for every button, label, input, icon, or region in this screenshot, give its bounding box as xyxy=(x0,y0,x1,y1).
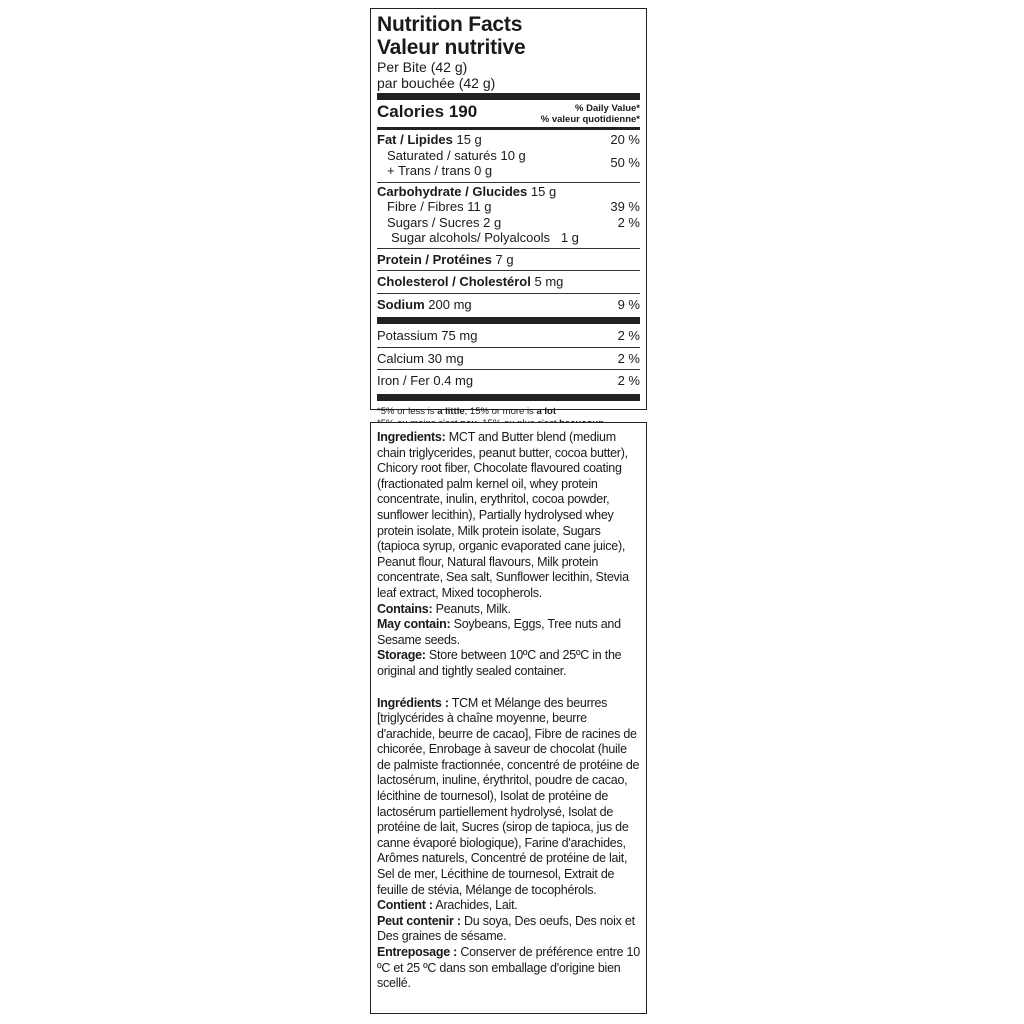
carbohydrate-row xyxy=(377,184,640,200)
storage-en: Storage: Store between 10ºC and 25ºC in the original and tightly sealed container. xyxy=(377,648,622,678)
sodium-row xyxy=(377,294,640,316)
sugars-row xyxy=(377,215,640,231)
cholesterol-row xyxy=(377,271,640,293)
divider-thick xyxy=(377,317,640,324)
sugars-label: Sugars / Sucres xyxy=(387,214,480,230)
fat-dv: 20 % xyxy=(610,132,640,147)
fat-amount: 15 g xyxy=(456,132,482,147)
daily-value-header-fr: % valeur quotidienne* xyxy=(540,114,640,125)
ingredients-en: Ingredients: MCT and Butter blend (medium chain triglycerides, peanut butter, cocoa butter), Chicory root fiber, Chocolate flavoured coating (fractionated palm kernel oil, whey protein concentrate, inulin, erythritol, cocoa powder, sunflower lecithin), Partially hydrolysed whey protein isolate, Milk protein isolate, Sugars (tapioca syrup, organic evaporated cane juice), Peanut flour, Natural flavours, Milk protein concentrate, Sea salt, Sunflower lecithin, Stevia leaf extract, Mixed tocopherols. xyxy=(377,430,629,600)
ingredients-text xyxy=(377,430,640,992)
potassium-label: Potassium 75 mg xyxy=(377,328,478,343)
calories-value: 190 xyxy=(448,102,478,121)
sugar-alcohols-label: Sugar alcohols/ Polyalcools xyxy=(391,230,550,245)
sodium-label: Sodium xyxy=(377,296,425,312)
sugars-dv: 2 % xyxy=(617,214,640,230)
sugars-amount: 2 g xyxy=(483,214,502,230)
carbohydrate-amount: 15 g xyxy=(530,183,557,199)
divider-thick xyxy=(377,93,640,100)
saturated-trans-group xyxy=(377,148,640,180)
carbohydrate-label: Carbohydrate / Glucides xyxy=(377,183,528,199)
daily-value-header-en: % Daily Value* xyxy=(575,103,640,114)
serving-size-en: Per Bite (42 g) xyxy=(377,59,468,75)
fibre-amount: 11 g xyxy=(467,199,492,214)
potassium-row xyxy=(377,325,640,347)
serving-size-fr: par bouchée (42 g) xyxy=(377,75,496,91)
protein-label: Protein / Protéines xyxy=(377,251,492,267)
ingredients-fr: Ingrédients : TCM et Mélange des beurres [triglycérides à chaîne moyenne, beurre d'arachide, beurre de cacao], Fibre de racines de chicorée, Enrobage à saveur de chocolat (huile de palmiste fractionnée, concentré de protéine de lactosérum, inuline, érythritol, poudre de cacao, lécithine de tournesol), Isolat de protéine de lactosérum partiellement hydrolysé, Isolat de protéine de lait, Sucres (sirop de tapioca, jus de canne évaporé biologique), Farine d'arachides, Arômes naturels, Concentré de protéine de lait, Sel de mer, Lécithine de tournesol, Extrait de feuille de stévia, Mélange de tocophérols. xyxy=(377,695,640,897)
fat-label: Fat / Lipides xyxy=(377,132,453,147)
iron-label: Iron / Fer 0.4 mg xyxy=(377,373,474,388)
calcium-dv: 2 % xyxy=(617,350,640,366)
calcium-row xyxy=(377,348,640,370)
divider-thick xyxy=(377,394,640,401)
carbohydrate-block xyxy=(377,183,640,248)
fat-row xyxy=(377,132,640,148)
nutrition-facts-panel xyxy=(370,8,647,417)
saturated-trans-dv: 50 % xyxy=(610,155,640,171)
iron-row xyxy=(377,370,640,392)
trans-amount: 0 g xyxy=(474,163,493,178)
iron-dv: 2 % xyxy=(617,373,640,388)
divider-medium xyxy=(377,127,640,130)
calories-row xyxy=(377,101,640,126)
nutrition-title-fr: Valeur nutritive xyxy=(377,36,526,59)
sugar-alcohols-amount: 1 g xyxy=(560,230,579,245)
calcium-label: Calcium 30 mg xyxy=(377,350,464,366)
ingredients-panel xyxy=(370,422,647,1014)
saturated-amount: 10 g xyxy=(500,147,526,163)
protein-row xyxy=(377,249,640,271)
storage-fr: Entreposage : Conserver de préférence entre 10 ºC et 25 ºC dans son emballage d'origine bien scellé. xyxy=(377,945,640,991)
cholesterol-label: Cholesterol / Cholestérol xyxy=(377,274,531,289)
may-contain-fr: Peut contenir : Du soya, Des oeufs, Des noix et Des graines de sésame. xyxy=(377,913,635,944)
fibre-dv: 39 % xyxy=(610,199,640,214)
fibre-label: Fibre / Fibres xyxy=(387,199,464,214)
fat-block xyxy=(377,131,640,182)
cholesterol-amount: 5 mg xyxy=(534,274,564,289)
protein-amount: 7 g xyxy=(495,251,514,267)
saturated-label: Saturated / saturés xyxy=(387,147,497,163)
trans-label: + Trans / trans xyxy=(387,163,471,178)
calories-label: Calories xyxy=(377,102,445,121)
contains-en: Contains: Peanuts, Milk. xyxy=(377,601,511,616)
nutrition-title-en: Nutrition Facts xyxy=(377,13,523,36)
sodium-dv: 9 % xyxy=(617,296,640,312)
footnote-en: *5% or less is a little, 15% or more is a lot xyxy=(377,405,556,417)
contains-fr: Contient : Arachides, Lait. xyxy=(377,898,518,913)
sodium-amount: 200 mg xyxy=(428,296,472,312)
sugar-alcohols-row xyxy=(377,230,640,246)
potassium-dv: 2 % xyxy=(617,328,640,343)
fibre-row xyxy=(377,199,640,215)
may-contain-en: May contain: Soybeans, Eggs, Tree nuts and Sesame seeds. xyxy=(377,617,621,647)
